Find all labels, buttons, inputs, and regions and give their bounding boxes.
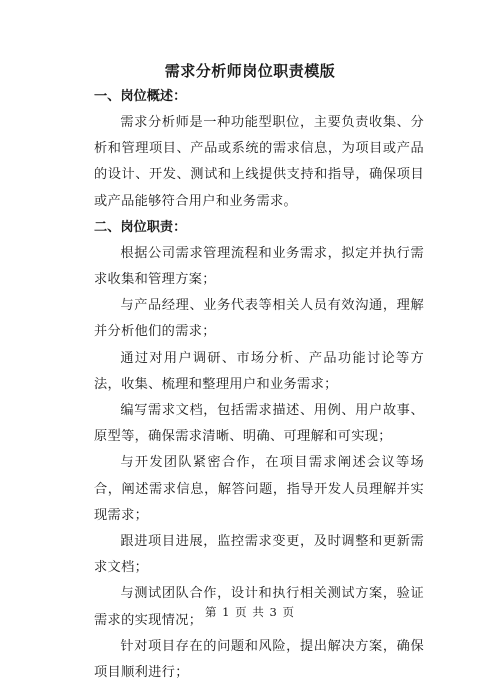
paragraph-overview: 需求分析师是一种功能型职位，主要负责收集、分析和管理项目、产品或系统的需求信息，为项目或产品的设计、开发、测试和上线提供支持和指导，确保项目或产品能够符合用户和业务需求。	[94, 115, 424, 209]
paragraph-duty-7: 与测试团队合作，设计和执行相关测试方案，验证需求的实现情况；	[94, 586, 424, 628]
document-body	[94, 84, 424, 686]
paragraph-duty-8: 针对项目存在的问题和风险，提出解决方案，确保项目顺利进行；	[94, 638, 424, 681]
section-heading-duties: 二、岗位职责：	[94, 219, 187, 235]
paragraph-duty-4: 编写需求文档，包括需求描述、用例、用户故事、原型等，确保需求清晰、明确、可理解和可实现；	[94, 403, 424, 445]
paragraph-duty-1: 根据公司需求管理流程和业务需求，拟定并执行需求收集和管理方案；	[94, 245, 424, 288]
paragraph-duty-6: 跟进项目进展，监控需求变更，及时调整和更新需求文档；	[94, 534, 424, 576]
page-number-footer: 第 1 页 共 3 页	[205, 605, 295, 619]
paragraph-duty-2: 与产品经理、业务代表等相关人员有效沟通，理解并分析他们的需求；	[94, 298, 424, 340]
paragraph-duty-3: 通过对用户调研、市场分析、产品功能讨论等方法，收集、梳理和整理用户和业务需求；	[94, 350, 424, 392]
section-heading-overview: 一、岗位概述：	[94, 89, 187, 104]
paragraph-duty-5: 与开发团队紧密合作，在项目需求阐述会议等场合，阐述需求信息，解答问题，指导开发人员理解并实现需求；	[94, 455, 424, 523]
document-title: 需求分析师岗位职责模版	[164, 62, 336, 80]
